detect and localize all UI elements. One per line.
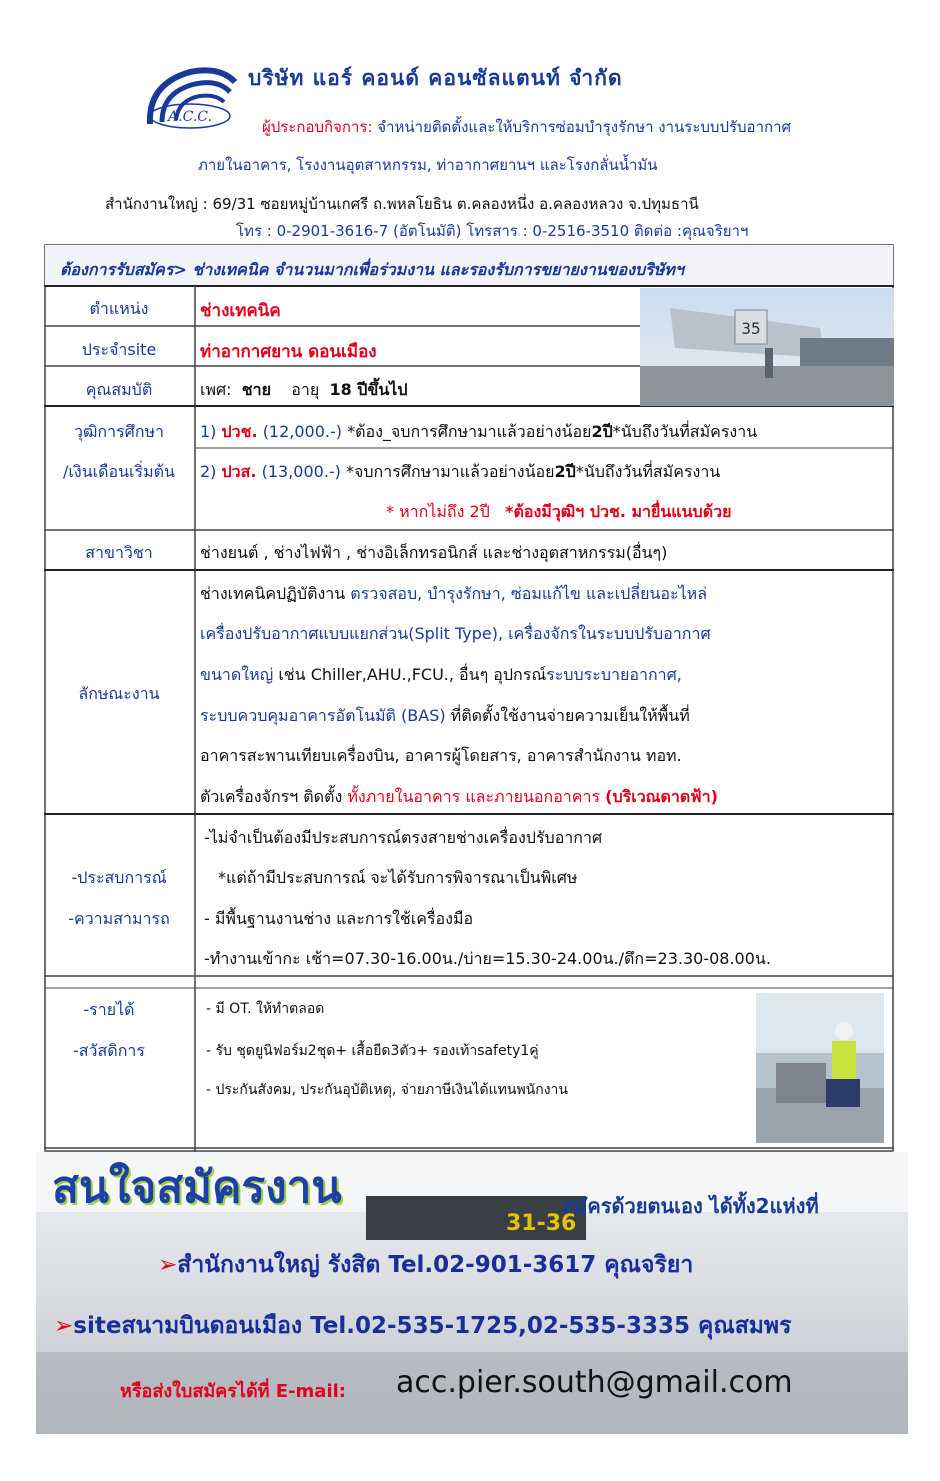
email-link[interactable]: acc.pier.south@gmail.com	[396, 1365, 793, 1400]
label-welfare: -สวัสดิการ	[73, 1041, 145, 1060]
contact-hq-text: สำนักงานใหญ่ รังสิต Tel.02-901-3617 คุณจริยา	[177, 1252, 694, 1278]
airport-jetbridge-photo	[640, 288, 894, 406]
edu2-note: *นับถึงวันที่สมัครงาน	[575, 462, 721, 481]
company-name: บริษัท แอร์ คอนด์ คอนซัลแตนท์ จำกัด	[248, 66, 623, 90]
edu2-years: 2ปี	[554, 462, 576, 481]
contact-site-text: siteสนามบินดอนเมือง Tel.02-535-1725,02-535-3335 คุณสมพร	[73, 1313, 792, 1339]
gate-number: 35	[741, 319, 761, 338]
label-education: วุฒิการศึกษา	[73, 422, 165, 441]
contact-phone: โทร : 0-2901-3616-7 (อัตโนมัติ) โทรสาร : 0-2516-3510 ติดต่อ :คุณจริยาฯ	[236, 222, 749, 240]
edu2-num: 2)	[200, 462, 217, 481]
label-job: ลักษณะงาน	[78, 684, 160, 703]
job-line-2: เครื่องปรับอากาศแบบแยกส่วน(Split Type), เครื่องจักรในระบบปรับอากาศ	[200, 624, 711, 643]
business-text: จำหน่ายติดตั้งและให้บริการซ่อมบำรุงรักษา งานระบบปรับอากาศ	[372, 118, 792, 136]
job1-a: ช่างเทคนิคปฏิบัติงาน	[200, 584, 351, 603]
value-qualification	[200, 378, 408, 403]
label-field: สาขาวิชา	[85, 543, 153, 562]
contact-hq	[158, 1247, 693, 1283]
job-line-5: อาคารสะพานเทียบเครื่องบิน, อาคารผู้โดยสาร, อาคารสำนักงาน ทอท.	[200, 746, 682, 765]
apply-title: สนใจสมัครงาน	[52, 1162, 342, 1213]
arrow-icon: ➢	[158, 1252, 178, 1278]
job3-b: เช่น Chiller,AHU.,FCU., อื่นๆ อุปกรณ์	[273, 665, 547, 684]
company-logo	[140, 64, 240, 136]
benefit-line-3: - ประกันสังคม, ประกันอุบัติเหตุ, จ่ายภาษีเงินได้แทนพนักงาน	[206, 1082, 568, 1098]
education-line-1	[200, 420, 757, 445]
exp-line-1: -ไม่จำเป็นต้องมีประสบการณ์ตรงสายช่างเครื่องปรับอากาศ	[204, 828, 603, 847]
education-line-2	[200, 460, 720, 485]
edu1-num: 1)	[200, 422, 217, 441]
apply-note: สมัครด้วยตนเอง ได้ทั้ง2แห่งที่	[562, 1194, 819, 1218]
edu1-cond: *ต้อง_จบการศึกษามาแล้วอย่างน้อย	[347, 422, 592, 441]
job4-a: ระบบควบคุมอาคารอัตโนมัติ (BAS)	[200, 706, 446, 725]
business-text-2: ภายในอาคาร, โรงงานอุตสาหกรรม, ท่าอากาศยานฯ และโรงกลั่นน้ำมัน	[198, 156, 658, 174]
table-heading: ต้องการรับสมัคร> ช่างเทคนิค จำนวนมากเพื่อร่วมงาน และรองรับการขยายงานของบริษัทฯ	[60, 260, 684, 279]
job-line-3	[200, 663, 682, 688]
edu2-degree: ปวส.	[221, 462, 257, 481]
arrow-icon: ➢	[54, 1313, 74, 1339]
exp-line-3: - มีพื้นฐานงานช่าง และการใช้เครื่องมือ	[204, 909, 474, 928]
label-qualification: คุณสมบัติ	[85, 380, 153, 399]
exp-line-2: *แต่ถ้ามีประสบการณ์ จะได้รับการพิจารณาเป็นพิเศษ	[218, 868, 578, 887]
sex-label: เพศ:	[200, 380, 232, 399]
job4-b: ที่ติดตั้งใช้งานจ่ายความเย็นให้พื้นที่	[445, 706, 690, 725]
label-position: ตำแหน่ง	[89, 299, 149, 318]
age-value: 18 ปีขึ้นไป	[329, 380, 408, 399]
edu2-cond: *จบการศึกษามาแล้วอย่างน้อย	[346, 462, 555, 481]
edu1-years: 2ปี	[591, 422, 613, 441]
edu-note-b: *ต้องมีวุฒิฯ ปวช. มายื่นแนบด้วย	[505, 502, 732, 521]
edu1-note: *นับถึงวันที่สมัครงาน	[612, 422, 758, 441]
benefit-line-1: - มี OT. ให้ทำตลอด	[206, 1001, 325, 1017]
business-description	[262, 115, 791, 139]
job-line-4	[200, 704, 690, 729]
logo-text: A.C.C.	[168, 109, 212, 125]
technician-photo	[756, 993, 884, 1143]
label-experience: -ประสบการณ์	[71, 868, 167, 887]
email-label: หรือส่งใบสมัครได้ที่ E-mail:	[120, 1381, 346, 1402]
edu2-salary: (13,000.-)	[261, 462, 341, 481]
edu1-degree: ปวช.	[221, 422, 258, 441]
business-label: ผู้ประกอบกิจการ:	[262, 118, 373, 136]
job-line-1	[200, 582, 707, 607]
value-site: ท่าอากาศยาน ดอนเมือง	[200, 342, 377, 362]
label-site: ประจำsite	[81, 340, 157, 359]
hq-address: สำนักงานใหญ่ : 69/31 ซอยหมู่บ้านเกศรี ถ.พหลโยธิน ต.คลองหนึ่ง อ.คลองหลวง จ.ปทุมธานี	[105, 195, 699, 213]
age-label: อายุ	[291, 380, 320, 399]
label-income: -รายได้	[83, 1000, 135, 1019]
job3-a: ขนาดใหญ่	[200, 665, 274, 684]
job6-a: ตัวเครื่องจักรฯ ติดตั้ง	[200, 787, 348, 806]
edu1-salary: (12,000.-)	[262, 422, 343, 441]
label-salary: /เงินเดือนเริ่มต้น	[63, 462, 175, 481]
job1-b: ตรวจสอบ, บำรุงรักษา, ซ่อมแก้ไข และเปลี่ยนอะไหล่	[350, 584, 707, 603]
job6-b: ทั้งภายในอาคาร และภายนอกอาคาร	[347, 787, 606, 806]
job3-c: ระบบระบายอากาศ,	[546, 665, 682, 684]
label-ability: -ความสามารถ	[68, 909, 170, 928]
value-position: ช่างเทคนิค	[200, 301, 281, 321]
education-note	[386, 500, 731, 525]
job6-c: (บริเวณดาดฟ้า)	[605, 787, 718, 806]
benefit-line-2: - รับ ชุดยูนิฟอร์ม2ชุด+ เสื้อยืด3ตัว+ รองเท้าsafety1คู่	[206, 1043, 539, 1059]
job-line-6	[200, 785, 718, 810]
edu-note-a: * หากไม่ถึง 2ปี	[386, 502, 490, 521]
value-field: ช่างยนต์ , ช่างไฟฟ้า , ช่างอิเล็กทรอนิกส์ และช่างอุตสาหกรรม(อื่นๆ)	[200, 543, 668, 562]
contact-site	[54, 1308, 791, 1344]
banner-sign-gate: 31-36	[506, 1211, 577, 1236]
sex-value: ชาย	[241, 380, 271, 399]
exp-line-4: -ทำงานเข้ากะ เช้า=07.30-16.00น./บ่าย=15.30-24.00น./ดึก=23.30-08.00น.	[204, 949, 771, 968]
